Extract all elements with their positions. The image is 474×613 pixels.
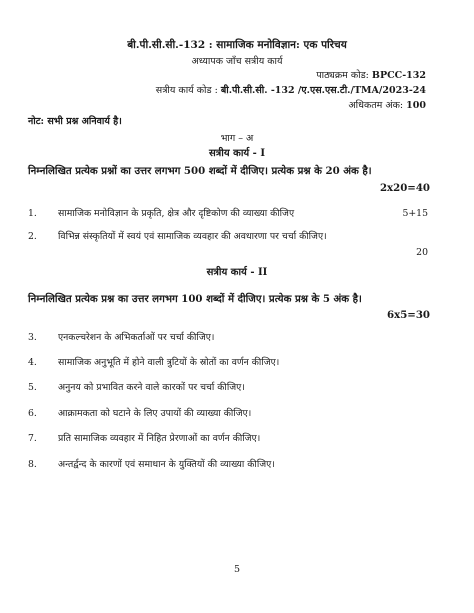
question-number: 7. — [28, 433, 37, 444]
max-marks-value: 100 — [406, 100, 426, 111]
question-number: 1. — [28, 208, 37, 219]
course-code-label: पाठ्यक्रम कोड: — [316, 70, 369, 81]
question-text: सामाजिक अनुभूति में होने वाली त्रुटियों के स्रोतों का वर्णन कीजिए। — [58, 357, 280, 368]
question-text: प्रति सामाजिक व्यवहार में निहित प्रेरणाओं का वर्णन कीजिए। — [58, 433, 261, 444]
question-text: विभिन्न संस्कृतियों में स्वयं एवं सामाजिक व्यवहार की अवधारणा पर चर्चा कीजिए। — [58, 231, 327, 242]
question-number: 3. — [28, 332, 37, 343]
max-marks-line — [348, 101, 426, 111]
question-number: 5. — [28, 382, 37, 393]
section-instruction: निम्नलिखित प्रत्येक प्रश्नों का उत्तर लगभग 500 शब्दों में दीजिए। प्रत्येक प्रश्न के 20 अंक है। — [28, 165, 372, 177]
course-title: बी.पी.सी.सी.-132 : सामाजिक मनोविज्ञान: एक परिचय — [127, 39, 347, 51]
assignment-subtitle: अध्यापक जाँच सत्रीय कार्य — [191, 56, 283, 67]
part-label: भाग – अ — [220, 133, 254, 144]
question-number: 8. — [28, 459, 37, 470]
section-instruction: निम्नलिखित प्रत्येक प्रश्न का उत्तर लगभग 100 शब्दों में दीजिए। प्रत्येक प्रश्न के 5 अंक है। — [28, 293, 362, 305]
question-text: अनुनय को प्रभावित करने वाले कारकों पर चर्चा कीजिए। — [58, 382, 245, 393]
assignment-code-label: सत्रीय कार्य कोड : — [155, 85, 218, 96]
question-text: आक्रामकता को घटाने के लिए उपायों की व्याख्या कीजिए। — [58, 408, 252, 419]
question-item — [28, 229, 428, 263]
course-code-line — [316, 71, 426, 81]
max-marks-label: अधिकतम अंक: — [348, 100, 404, 111]
question-text: सामाजिक मनोविज्ञान के प्रकृति, क्षेत्र और दृष्टिकोण की व्याख्या कीजिए — [58, 208, 295, 219]
page-number: 5 — [233, 564, 241, 575]
question-number: 6. — [28, 408, 37, 419]
question-marks: 20 — [416, 247, 428, 258]
note-text: नोट: सभी प्रश्न अनिवार्य है। — [28, 116, 122, 127]
question-text: अन्तर्द्वन्द के कारणों एवं समाधान के युक्तियों की व्याख्या कीजिए। — [58, 459, 275, 470]
course-code-value: BPCC-132 — [371, 70, 426, 81]
question-text: एनकल्चरेशन के अभिकर्ताओं पर चर्चा कीजिए। — [58, 332, 215, 343]
section-title: सत्रीय कार्य - I — [208, 148, 265, 159]
question-marks: 5+15 — [402, 208, 428, 219]
section-marks: 2x20=40 — [379, 182, 430, 194]
section-title: सत्रीय कार्य - II — [206, 267, 268, 278]
assignment-code-line — [156, 86, 426, 96]
section-marks: 6x5=30 — [387, 309, 430, 321]
question-number: 4. — [28, 357, 37, 368]
assignment-code-value: बी.पी.सी.सी. -132 /ए.एस.एस.टी./TMA/2023-24 — [220, 85, 426, 96]
question-number: 2. — [28, 231, 37, 242]
